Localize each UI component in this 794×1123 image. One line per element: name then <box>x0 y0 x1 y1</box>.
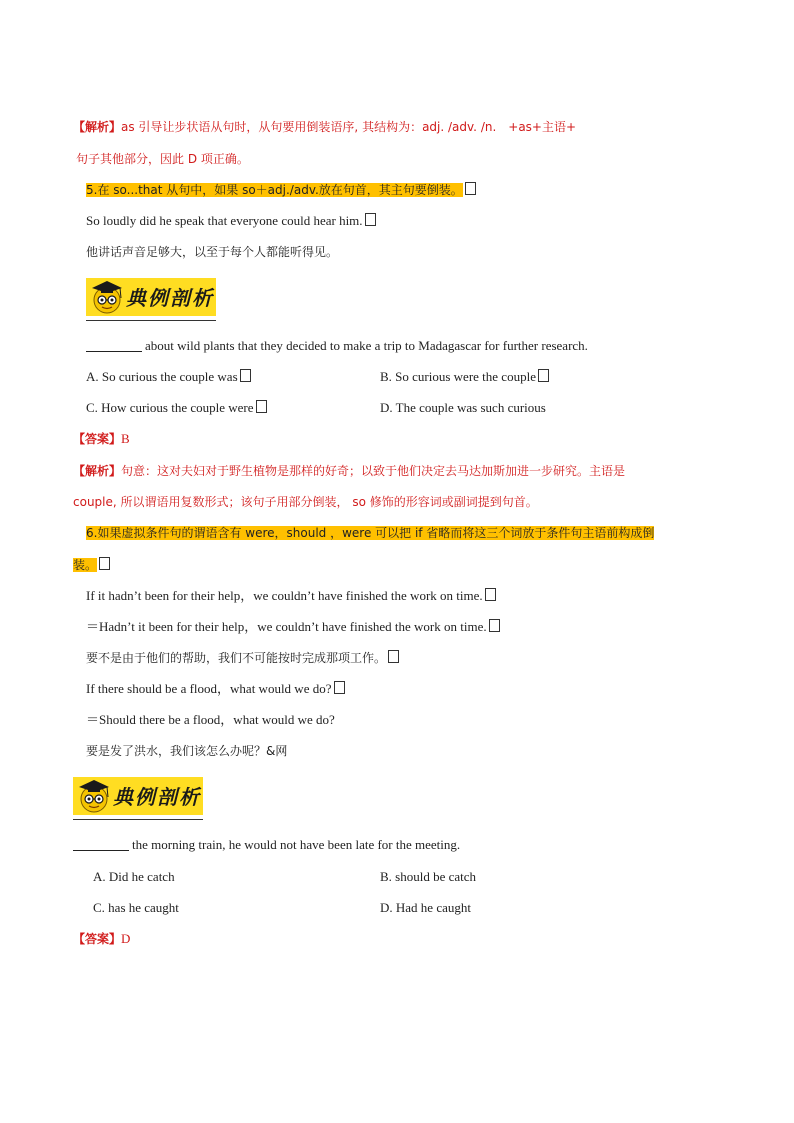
scholar-mascot-icon <box>75 775 113 815</box>
question-1-option-d: D. The couple was such curious <box>380 400 546 415</box>
placeholder-box-icon <box>538 369 549 382</box>
analysis-continuation: 句子其他部分，因此 D 项正确。 <box>76 152 249 166</box>
question-2-option-d: D. Had he caught <box>380 900 471 915</box>
question-1-answer <box>73 429 130 449</box>
analysis-paragraph-1 <box>73 117 576 137</box>
rule-6-highlight-end: 装。 <box>73 558 98 572</box>
rule-5-highlight: 5.在 so...that 从句中，如果 so＋adj./adv.放在句首，其主句要倒装。 <box>86 183 463 197</box>
answer-blank <box>73 838 129 851</box>
placeholder-box-icon <box>485 588 496 601</box>
question-2-option-a: A. Did he catch <box>93 869 175 884</box>
example-sentence: So loudly did he speak that everyone could hear him. <box>86 213 363 228</box>
banner-title: 典例剖析 <box>113 785 201 809</box>
example-sentence: If it hadn’t been for their help，we couldn’t have finished the work on time. <box>86 588 483 603</box>
question-1-analysis <box>73 461 625 481</box>
placeholder-box-icon <box>388 650 399 663</box>
rule-6-example-1-en <box>86 586 496 606</box>
rule-6-example-1-alt <box>86 617 500 637</box>
banner-title: 典例剖析 <box>126 286 214 310</box>
option-text: A. So curious the couple was <box>86 369 238 384</box>
answer-value: D <box>121 931 131 946</box>
placeholder-box-icon <box>99 557 110 570</box>
rule-5-example-en <box>86 211 376 231</box>
analysis-label: 【解析】 <box>73 120 122 134</box>
answer-blank <box>86 339 142 352</box>
question-1-analysis-continuation: couple, 所以谓语用复数形式；该句子用部分倒装， so 修饰的形容词或副词提到句首。 <box>73 495 538 509</box>
rule-6-example-2-cn: 要是发了洪水，我们该怎么办呢？&网 <box>86 744 288 758</box>
option-text: B. So curious were the couple <box>380 369 536 384</box>
example-sentence: If there should be a flood，what would we do? <box>86 681 332 696</box>
answer-value: B <box>121 431 130 446</box>
question-stem-text: about wild plants that they decided to make a trip to Madagascar for further research. <box>145 338 588 353</box>
question-2-option-c: C. has he caught <box>93 900 179 915</box>
rule-6-example-1-cn <box>86 648 399 668</box>
placeholder-box-icon <box>256 400 267 413</box>
example-sentence: ＝Hadn’t it been for their help，we couldn’t have finished the work on time. <box>86 619 487 634</box>
analysis-text: 句意：这对夫妇对于野生植物是那样的好奇；以致于他们决定去马达加斯加进一步研究。主语是 <box>121 464 626 478</box>
rule-6-heading-continuation <box>73 555 110 575</box>
analysis-label: 【解析】 <box>73 464 122 478</box>
rule-6-highlight: 6.如果虚拟条件句的谓语含有 were，should ，were 可以把 if 省略而将这三个词放于条件句主语前构成倒 <box>86 526 655 540</box>
example-analysis-banner <box>86 276 216 321</box>
question-1-option-c <box>86 398 267 418</box>
question-2-option-b: B. should be catch <box>380 869 477 884</box>
answer-label: 【答案】 <box>73 932 122 946</box>
placeholder-box-icon <box>489 619 500 632</box>
rule-6-example-2-en <box>86 679 345 699</box>
option-text: C. How curious the couple were <box>86 400 254 415</box>
placeholder-box-icon <box>465 182 476 195</box>
placeholder-box-icon <box>365 213 376 226</box>
question-1-option-b <box>380 367 549 387</box>
example-analysis-banner <box>73 775 203 820</box>
question-1-stem <box>86 336 588 356</box>
question-2-stem <box>73 835 460 855</box>
rule-6-heading <box>86 523 654 543</box>
rule-6-example-2-alt: ＝Should there be a flood，what would we do? <box>86 712 335 727</box>
rule-5-heading <box>86 180 476 200</box>
scholar-mascot-icon <box>88 276 126 316</box>
question-2-answer <box>73 929 130 949</box>
question-1-option-a <box>86 367 251 387</box>
answer-label: 【答案】 <box>73 432 122 446</box>
rule-5-example-cn: 他讲话声音足够大，以至于每个人都能听得见。 <box>86 245 339 259</box>
placeholder-box-icon <box>334 681 345 694</box>
analysis-text: as 引导让步状语从句时，从句要用倒装语序, 其结构为：adj. /adv. /n. +as+主语+ <box>121 120 577 134</box>
example-translation: 要不是由于他们的帮助，我们不可能按时完成那项工作。 <box>86 651 387 665</box>
placeholder-box-icon <box>240 369 251 382</box>
question-stem-text: the morning train, he would not have been late for the meeting. <box>132 837 461 852</box>
